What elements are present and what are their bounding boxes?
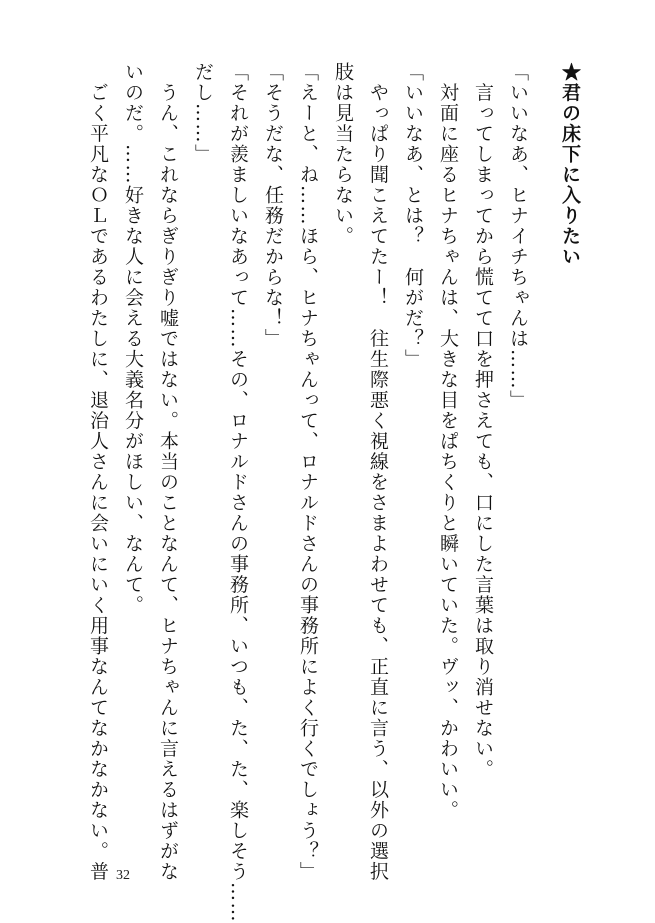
text-line: ごく平凡なＯＬであるわたしに、退治人さんに会いにいく用事なんてなかなかない。普: [87, 62, 109, 882]
text-line: 「えーと、ね……ほら、ヒナちゃんって、ロナルドさんの事務所によく行くでしょう？」: [297, 62, 319, 882]
text-line: 「それが羨ましいなあって……その、ロナルドさんの事務所、いつも、た、た、楽しそう……: [227, 62, 249, 923]
text-line: だし……」: [192, 62, 214, 165]
text-line: 対面に座るヒナちゃんは、大きな目をぱちくりと瞬いていた。ヴッ、かわいい。: [437, 62, 459, 821]
text-line: 「いいなあ、とは？ 何がだ？」: [402, 62, 424, 370]
chapter-title: ★君の床下に入りたい: [559, 62, 581, 267]
text-line: 「そうだな、任務だからな！」: [262, 62, 284, 349]
text-line: やっぱり聞こえてたー！ 往生際悪く視線をさまよわせても、正直に言う、以外の選択: [367, 62, 389, 882]
text-line: うん、これならぎりぎり嘘ではない。本当のことなんて、ヒナちゃんに言えるはずがな: [157, 62, 179, 882]
text-line: 「いいなあ、ヒナイチちゃんは……」: [507, 62, 529, 411]
text-line: 言ってしまってから慌てて口を押さえても、口にした言葉は取り消せない。: [472, 62, 494, 780]
text-line: いのだ。……好きな人に会える大義名分がほしい、なんて。: [122, 62, 144, 616]
page-number: 32: [116, 868, 130, 883]
text-line: 肢は見当たらない。: [332, 62, 354, 247]
